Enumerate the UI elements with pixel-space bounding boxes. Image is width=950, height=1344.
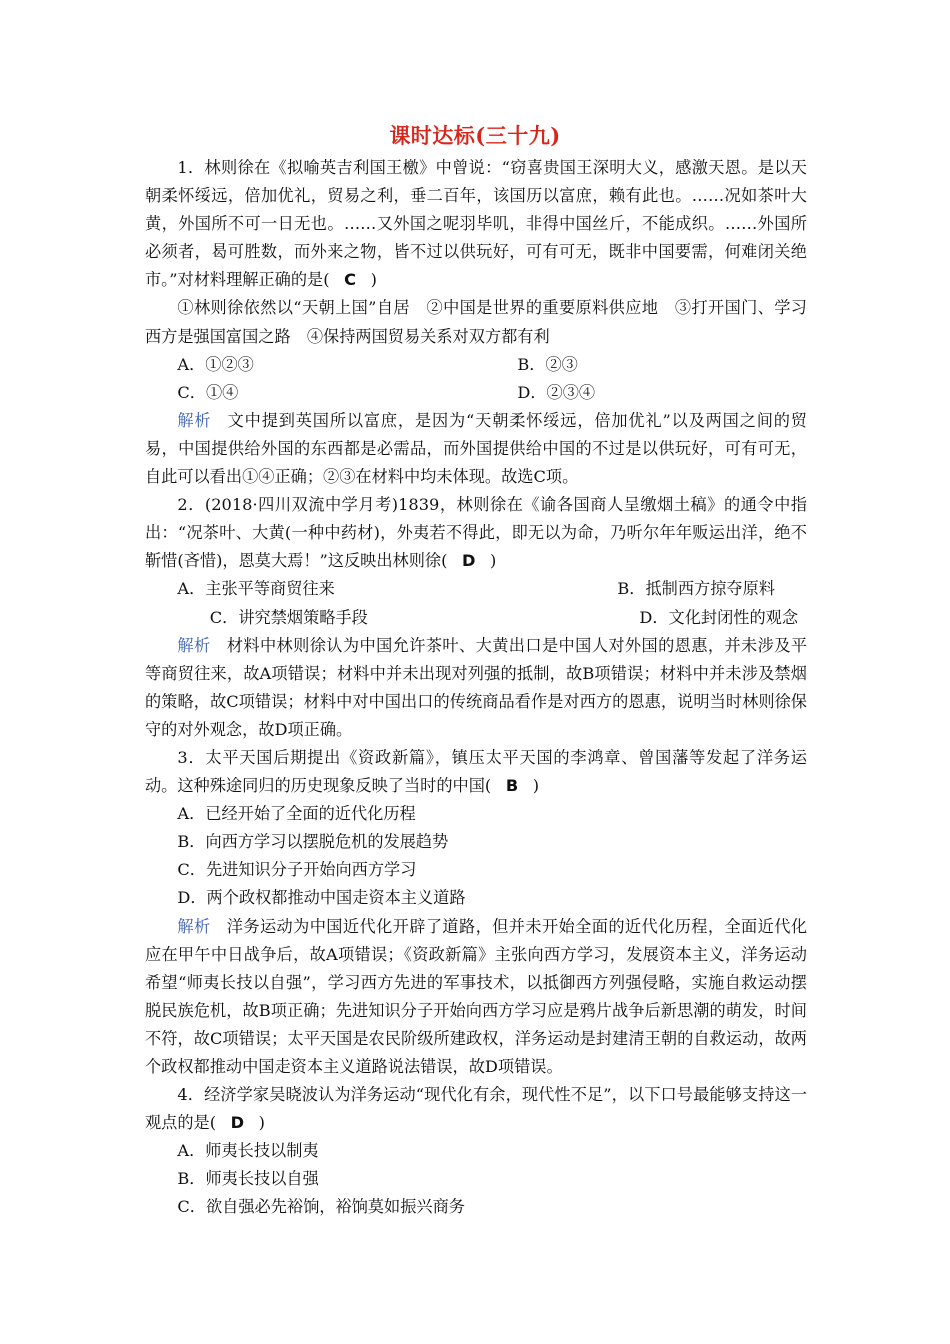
answer: D [462,551,476,571]
analysis-label: 解析 [177,916,211,936]
option: D．②③④ [517,382,596,402]
question-4-stem: 4．经济学家吴晓波认为洋务运动“现代化有余，现代性不足”，以下口号最能够支持这一观点的是( D ) [145,1085,807,1133]
option: A．①②③ [177,354,254,374]
option: B．向西方学习以摆脱危机的发展趋势 [177,832,449,852]
option: B．抵制西方掠夺原料 [617,579,775,599]
question-1-items: ①林则徐依然以“天朝上国”自居 ②中国是世界的重要原料供应地 ③打开国门、学习西方是强国富国之路 ④保持两国贸易关系对双方都有利 [145,298,807,346]
answer: D [230,1113,245,1133]
answer: B [505,776,519,796]
question-3-analysis: 解析 洋务运动为中国近代化开辟了道路，但并未开始全面的近代化历程，全面近代化应在甲午中日战争后，故A项错误；《资政新篇》主张向西方学习，发展资本主义，洋务运动希望“师夷长技以自强”，学习西方先进的军事技术，以抵御西方列强侵略，实施自救运动摆脱民族危机，故B项正确；先进知识分子开始向西方学习应是鸦片战争后新思潮的萌发，时间不符，故C项错误；太平天国是农民阶级所建政权，洋务运动是封建清王朝的自救运动，故两个政权都推动中国走资本主义道路说法错误，故D项错误。 [145,916,808,1076]
option: C．讲究禁烟策略手段 [209,607,368,627]
question-1-analysis: 解析 文中提到英国所以富庶，是因为“天朝柔怀绥远，倍加优礼”以及两国之间的贸易，中国提供给外国的东西都是必需品，而外国提供给中国的不过是以供玩好，可有可无，自此可以看出①④正确；②③在材料中均未体现。故选C项。 [145,410,807,487]
option: C．①④ [177,382,239,402]
question-2-options-row-2 [177,604,807,632]
question-3-stem: 3．太平天国后期提出《资政新篇》，镇压太平天国的李鸿章、曾国藩等发起了洋务运动。这种殊途同归的历史现象反映了当时的中国( B ) [145,747,807,796]
option: D．文化封闭性的观念 [639,607,799,627]
option: C．欲自强必先裕饷，裕饷莫如振兴商务 [177,1197,465,1217]
page-title: 课时达标(三十九) [389,123,561,148]
question-1-options-row-1 [177,351,807,379]
question-2-analysis: 解析 材料中林则徐认为中国允许茶叶、大黄出口是中国人对外国的恩惠，并未涉及平等商贸往来，故A项错误；材料中并未出现对列强的抵制，故B项错误；材料中并未涉及禁烟的策略，故C项错误；材料中对中国出口的传统商品看作是对西方的恩惠，说明当时林则徐保守的对外观念，故D项正确。 [145,635,808,739]
option: A．已经开始了全面的近代化历程 [177,804,416,824]
content [145,154,807,1222]
question-2-options-row-1 [177,575,807,603]
option: C．先进知识分子开始向西方学习 [177,860,417,880]
question-2-stem: 2．(2018·四川双流中学月考)1839，林则徐在《谕各国商人呈缴烟土稿》的通令中指出：“况茶叶、大黄(一种中药材)，外夷若不得此，即无以为命，乃听尔年年贩运出洋，绝不靳惜(吝惜)，恩莫大焉！”这反映出林则徐( D ) [145,495,807,571]
analysis-label: 解析 [177,410,212,430]
option: B．②③ [517,354,578,374]
answer: C [344,270,357,290]
option: A．师夷长技以制夷 [177,1141,319,1161]
option: A．主张平等商贸往来 [177,579,335,599]
analysis-label: 解析 [177,635,211,655]
option: D．两个政权都推动中国走资本主义道路 [177,888,466,908]
option: B．师夷长技以自强 [177,1169,319,1189]
question-1-stem: 1．林则徐在《拟喻英吉利国王檄》中曾说：“窃喜贵国王深明大义，感激天恩。是以天朝柔怀绥远，倍加优礼，贸易之利，垂二百年，该国历以富庶，赖有此也。……况如茶叶大黄，外国所不可一日无也。……又外国之呢羽毕叽，非得中国丝斤，不能成织。……外国所必须者，曷可胜数，而外来之物，皆不过以供玩好，可有可无，既非中国要需，何难闭关绝市。”对材料理解正确的是( C ) [145,158,807,290]
question-1-options-row-2 [177,379,807,407]
